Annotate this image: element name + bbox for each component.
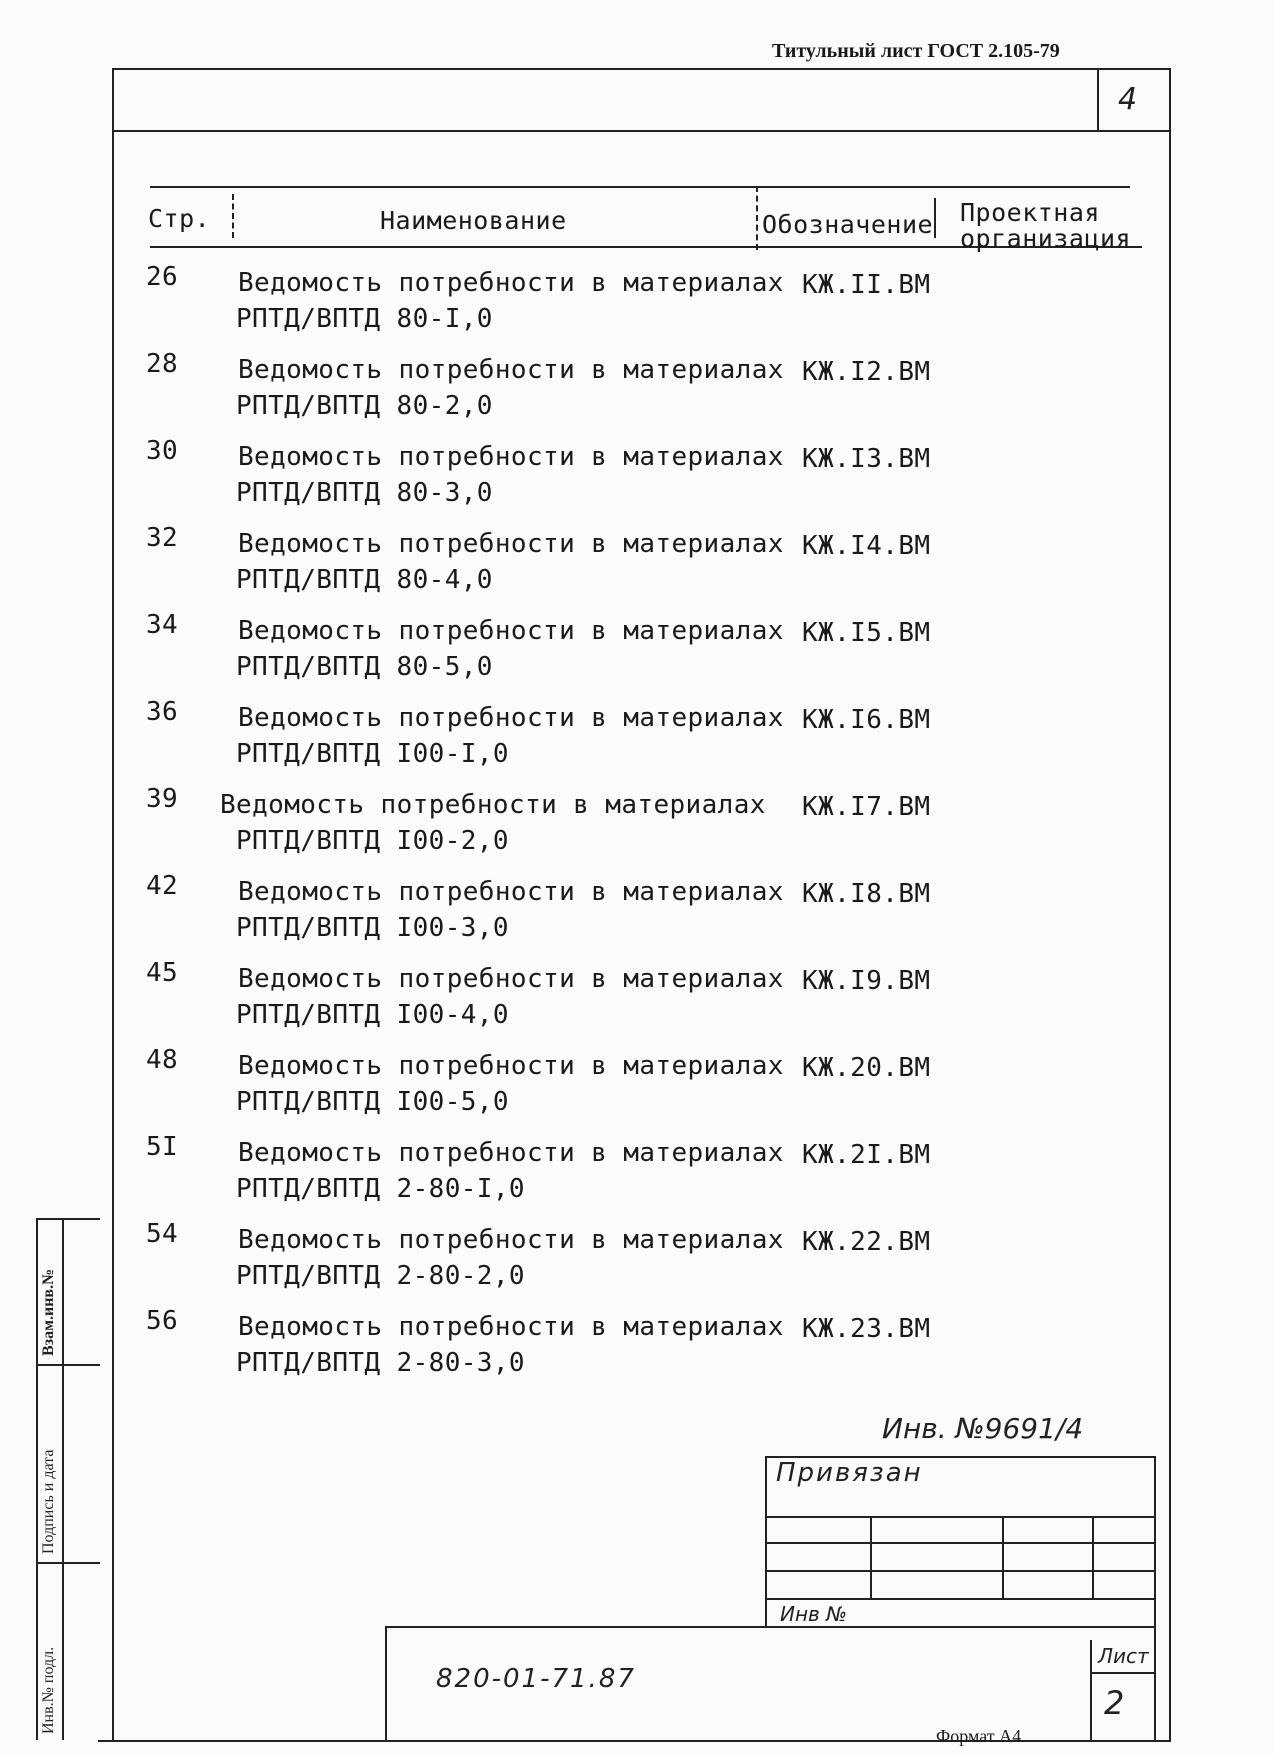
row-page: 42: [146, 871, 179, 901]
row-page: 32: [146, 523, 179, 553]
header-designation: Обозначение: [762, 210, 934, 239]
row-code: КЖ.I5.ВМ: [802, 618, 931, 648]
frame-right: [1169, 68, 1171, 1740]
title-block-left: [385, 1626, 387, 1740]
row-code: КЖ.I9.ВМ: [802, 966, 931, 996]
sheet-corner-number: 4: [1118, 82, 1138, 117]
row-code: КЖ.I7.ВМ: [802, 792, 931, 822]
row-page: 34: [146, 610, 179, 640]
side-stamp-top: [36, 1218, 100, 1220]
row-name-line2: РПТД/ВПТД 2-80-I,0: [236, 1174, 525, 1204]
side-stamp-left: [36, 1218, 38, 1740]
row-name-line1: Ведомость потребности в материалах: [220, 790, 766, 820]
row-name-line2: РПТД/ВПТД 80-2,0: [236, 391, 493, 421]
sheet-label: Лист: [1098, 1644, 1149, 1668]
row-name-line1: Ведомость потребности в материалах: [238, 703, 784, 733]
bound-label: Привязан: [776, 1458, 923, 1488]
row-code: КЖ.I8.ВМ: [802, 879, 931, 909]
row-name-line1: Ведомость потребности в материалах: [238, 1051, 784, 1081]
sheet-cell-sep: [1090, 1672, 1154, 1674]
row-code: КЖ.23.ВМ: [802, 1314, 931, 1344]
row-name-line2: РПТД/ВПТД I00-I,0: [236, 739, 509, 769]
row-name-line2: РПТД/ВПТД I00-3,0: [236, 913, 509, 943]
row-page: 36: [146, 697, 179, 727]
corner-box-left: [1097, 68, 1099, 130]
frame-top: [112, 68, 1170, 70]
table-header-top: [150, 186, 1130, 188]
stamp-row-4: [765, 1598, 1155, 1600]
header-sep-1: [232, 194, 234, 238]
row-name-line2: РПТД/ВПТД 80-3,0: [236, 478, 493, 508]
header-organization-2: организация: [960, 224, 1132, 253]
row-name-line1: Ведомость потребности в материалах: [238, 1312, 784, 1342]
row-page: 5I: [146, 1132, 179, 1162]
stamp-left: [765, 1456, 767, 1626]
row-name-line2: РПТД/ВПТД I00-4,0: [236, 1000, 509, 1030]
row-page: 56: [146, 1306, 179, 1336]
row-code: КЖ.I6.ВМ: [802, 705, 931, 735]
stamp-row-3: [765, 1570, 1155, 1572]
format-label: Формат А4: [936, 1726, 1022, 1746]
header-sep-3: [934, 198, 936, 238]
row-name-line1: Ведомость потребности в материалах: [238, 964, 784, 994]
row-name-line1: Ведомость потребности в материалах: [238, 877, 784, 907]
row-name-line1: Ведомость потребности в материалах: [238, 268, 784, 298]
row-page: 54: [146, 1219, 179, 1249]
header-name: Наименование: [380, 206, 567, 235]
row-name-line1: Ведомость потребности в материалах: [238, 355, 784, 385]
row-name-line2: РПТД/ВПТД I00-2,0: [236, 826, 509, 856]
row-name-line1: Ведомость потребности в материалах: [238, 1138, 784, 1168]
row-code: КЖ.I2.ВМ: [802, 357, 931, 387]
row-code: КЖ.22.ВМ: [802, 1227, 931, 1257]
stamp-inv-label: Инв №: [780, 1602, 847, 1626]
row-page: 30: [146, 436, 179, 466]
form-caption: Титульный лист ГОСТ 2.105-79: [772, 40, 1060, 62]
row-code: КЖ.I3.ВМ: [802, 444, 931, 474]
row-name-line2: РПТД/ВПТД 80-5,0: [236, 652, 493, 682]
row-name-line2: РПТД/ВПТД 2-80-3,0: [236, 1348, 525, 1378]
side-orig-inv: Инв.№ подл.: [40, 1646, 57, 1734]
header-band-bottom: [112, 130, 1170, 132]
row-page: 26: [146, 262, 179, 292]
row-page: 39: [146, 784, 179, 814]
side-stamp-mid: [62, 1218, 64, 1740]
row-name-line1: Ведомость потребности в материалах: [238, 1225, 784, 1255]
stamp-col-1: [870, 1516, 872, 1598]
frame-left: [112, 68, 114, 1740]
side-stamp-sep-1: [36, 1364, 100, 1366]
row-page: 48: [146, 1045, 179, 1075]
side-stamp-sep-2: [36, 1562, 100, 1564]
header-sep-2: [756, 186, 758, 250]
stamp-row-2: [765, 1542, 1155, 1544]
row-name-line1: Ведомость потребности в материалах: [238, 442, 784, 472]
side-signature-date: Подпись и дата: [40, 1449, 57, 1554]
row-page: 28: [146, 349, 179, 379]
stamp-col-2: [1002, 1516, 1004, 1598]
row-name-line2: РПТД/ВПТД 2-80-2,0: [236, 1261, 525, 1291]
row-page: 45: [146, 958, 179, 988]
row-name-line1: Ведомость потребности в материалах: [238, 616, 784, 646]
row-name-line2: РПТД/ВПТД I00-5,0: [236, 1087, 509, 1117]
row-code: КЖ.20.ВМ: [802, 1053, 931, 1083]
row-code: КЖ.II.ВМ: [802, 270, 931, 300]
row-name-line1: Ведомость потребности в материалах: [238, 529, 784, 559]
row-name-line2: РПТД/ВПТД 80-I,0: [236, 304, 493, 334]
doc-code: 820-01-71.87: [436, 1664, 636, 1694]
header-organization-1: Проектная: [960, 198, 1100, 227]
stamp-col-3: [1092, 1516, 1094, 1598]
sheet-cell-left: [1090, 1640, 1092, 1740]
header-page: Стр.: [148, 204, 211, 233]
sheet-number: 2: [1104, 1684, 1125, 1722]
row-code: КЖ.2I.ВМ: [802, 1140, 931, 1170]
side-replace-inv: Взам.инв.№: [40, 1268, 57, 1356]
inventory-number: Инв. №9691/4: [882, 1412, 1084, 1445]
title-block-top: [385, 1626, 1155, 1628]
stamp-row-1: [765, 1516, 1155, 1518]
row-name-line2: РПТД/ВПТД 80-4,0: [236, 565, 493, 595]
row-code: КЖ.I4.ВМ: [802, 531, 931, 561]
